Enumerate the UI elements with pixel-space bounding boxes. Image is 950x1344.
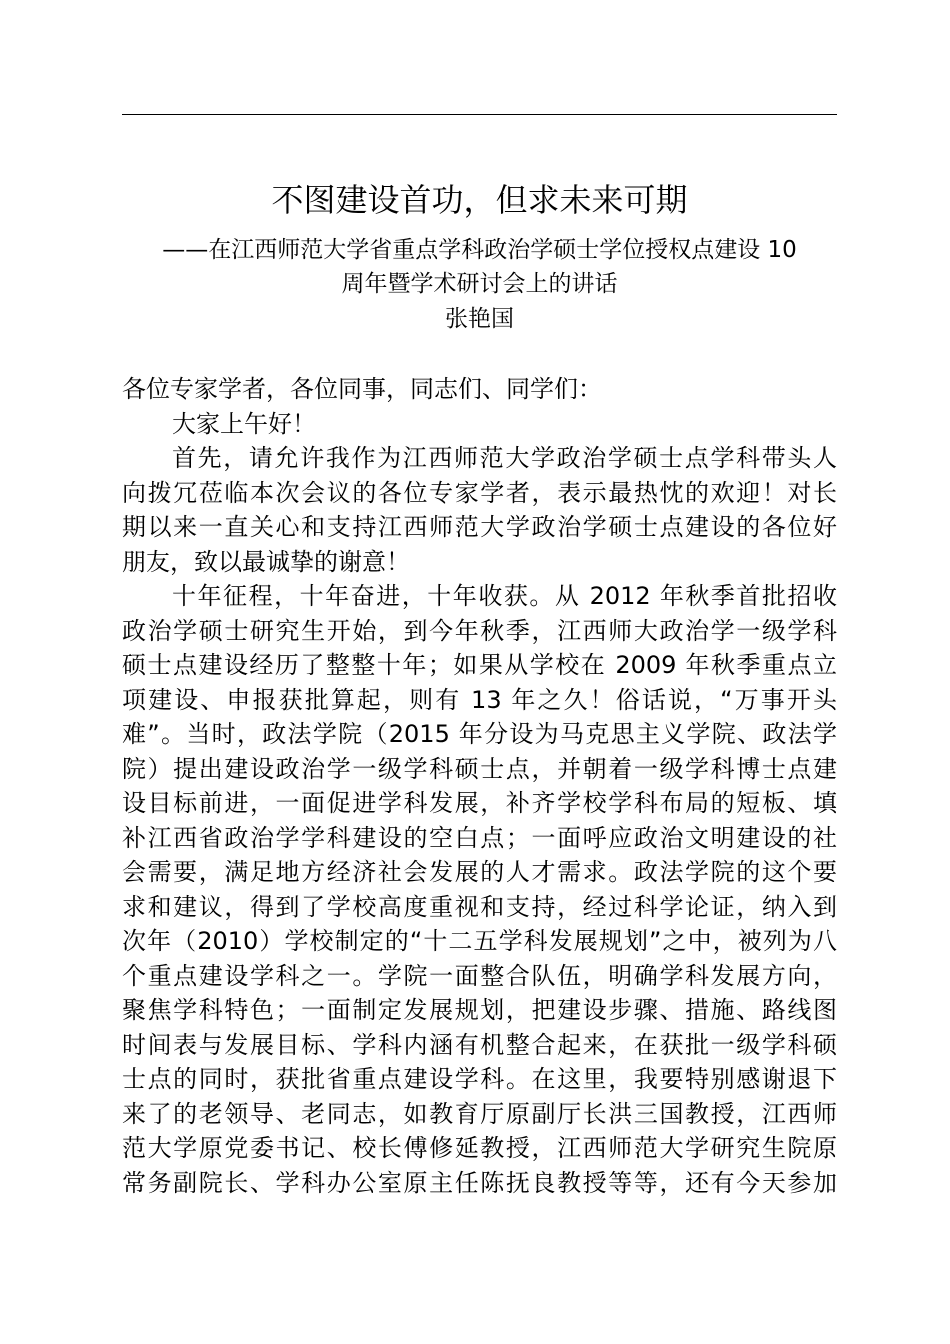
salutation-line: 各位专家学者，各位同事，同志们、同学们： — [122, 375, 602, 403]
author-name: 张艳国 — [445, 306, 514, 332]
body-line: 常务副院长、学科办公室原主任陈抚良教授等等，还有今天参加 — [122, 1168, 837, 1197]
body-line: 政治学硕士研究生开始，到今年秋季，江西师大政治学一级学科 — [122, 616, 837, 645]
body-line: 首先，请允许我作为江西师范大学政治学硕士点学科带头人 — [172, 444, 837, 472]
body-line: 来了的老领导、老同志，如教育厅原副厅长洪三国教授，江西师 — [122, 1099, 837, 1128]
body-line: 期以来一直关心和支持江西师范大学政治学硕士点建设的各位好 — [122, 513, 837, 541]
speech-body — [122, 372, 837, 1200]
subtitle — [122, 233, 837, 301]
subtitle-line: 周年暨学术研讨会上的讲话 — [341, 271, 618, 297]
body-line: 难”。当时，政法学院（2015 年分设为马克思主义学院、政法学 — [122, 720, 837, 748]
body-line: 会需要，满足地方经济社会发展的人才需求。政法学院的这个要 — [122, 858, 837, 886]
body-line: 聚焦学科特色；一面制定发展规划，把建设步骤、措施、路线图 — [122, 996, 837, 1024]
page-title: 不图建设首功，但求未来可期 — [271, 181, 688, 219]
body-line: 硕士点建设经历了整整十年；如果从学校在 2009 年秋季重点立 — [122, 651, 837, 679]
body-line: 个重点建设学科之一。学院一面整合队伍，明确学科发展方向， — [122, 961, 837, 990]
body-line: 十年征程，十年奋进，十年收获。从 2012 年秋季首批招收 — [172, 582, 837, 610]
body-line: 时间表与发展目标、学科内涵有机整合起来，在获批一级学科硕 — [122, 1030, 837, 1059]
body-line: 求和建议，得到了学校高度重视和支持，经过科学论证，纳入到 — [122, 892, 837, 921]
greeting-line: 大家上午好！ — [172, 409, 316, 438]
body-line: 士点的同时，获批省重点建设学科。在这里，我要特别感谢退下 — [122, 1065, 837, 1093]
body-line: 范大学原党委书记、校长傅修延教授，江西师范大学研究生院原 — [122, 1134, 837, 1162]
body-line: 次年（2010）学校制定的“十二五学科发展规划”之中，被列为八 — [122, 927, 837, 955]
body-line: 朋友，致以最诚挚的谢意！ — [122, 547, 410, 576]
header-rule — [122, 114, 837, 115]
body-line: 院）提出建设政治学一级学科硕士点，并朝着一级学科博士点建 — [122, 754, 837, 783]
body-line: 补江西省政治学学科建设的空白点；一面呼应政治文明建设的社 — [122, 823, 837, 852]
body-line: 设目标前进，一面促进学科发展，补齐学校学科布局的短板、填 — [122, 789, 837, 817]
body-line: 向拨冗莅临本次会议的各位专家学者，表示最热忱的欢迎！对长 — [122, 478, 837, 507]
body-line: 项建设、申报获批算起，则有 13 年之久！俗话说，“万事开头 — [122, 685, 837, 714]
subtitle-line: ——在江西师范大学省重点学科政治学硕士学位授权点建设 10 — [162, 237, 797, 263]
